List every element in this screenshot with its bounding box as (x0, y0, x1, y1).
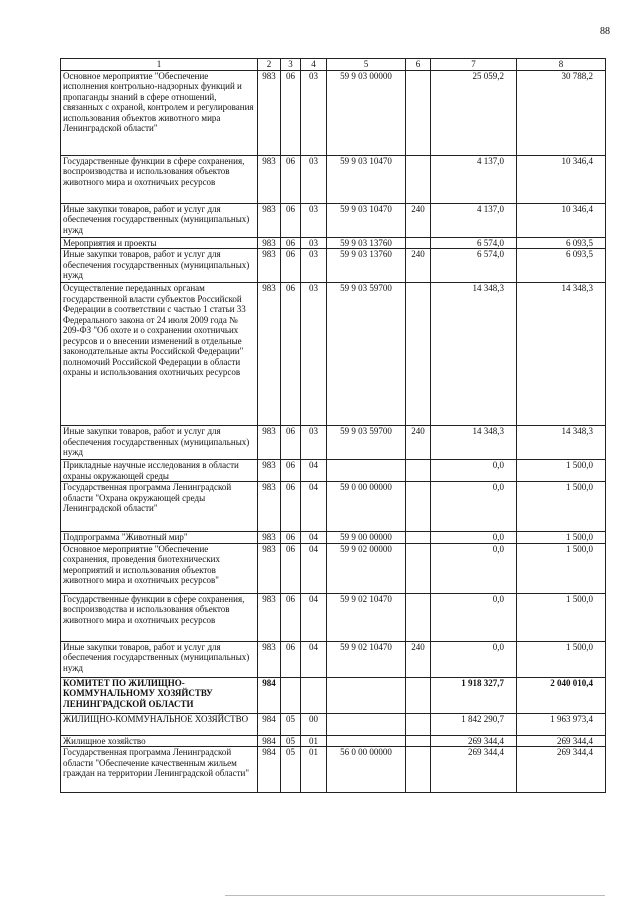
row-target-article: 56 0 00 00000 (327, 747, 406, 793)
row-expense-type (406, 460, 431, 482)
table-row (61, 482, 606, 532)
row-amount-year-2: 1 500,0 (517, 543, 606, 593)
row-expense-type (406, 713, 431, 735)
row-amount-year-2: 6 093,5 (517, 237, 606, 249)
row-expense-type (406, 237, 431, 249)
header-col-2: 2 (258, 59, 281, 71)
row-subsection: 04 (301, 641, 327, 677)
row-amount-year-2: 14 348,3 (517, 283, 606, 426)
row-amount-year-2: 1 500,0 (517, 482, 606, 532)
table-row (61, 543, 606, 593)
row-amount-year-2: 269 344,4 (517, 735, 606, 747)
row-ministry-code: 984 (258, 677, 281, 713)
row-subsection: 03 (301, 155, 327, 203)
row-expense-type (406, 677, 431, 713)
header-col-3: 3 (281, 59, 301, 71)
row-amount-year-1: 4 137,0 (431, 203, 517, 237)
row-target-article: 59 9 02 10470 (327, 641, 406, 677)
row-target-article (327, 713, 406, 735)
bottom-edge-line (225, 895, 605, 896)
row-subsection: 03 (301, 249, 327, 283)
table-row (61, 155, 606, 203)
row-subsection: 04 (301, 460, 327, 482)
row-amount-year-1: 25 059,2 (431, 70, 517, 155)
row-amount-year-1: 6 574,0 (431, 249, 517, 283)
row-ministry-code: 984 (258, 747, 281, 793)
row-amount-year-2: 10 346,4 (517, 155, 606, 203)
row-amount-year-2: 269 344,4 (517, 747, 606, 793)
row-description: Иные закупки товаров, работ и услуг для обеспечения государственных (муниципальных) нужд (61, 203, 258, 237)
row-subsection: 00 (301, 713, 327, 735)
row-expense-type (406, 543, 431, 593)
row-ministry-code: 983 (258, 155, 281, 203)
row-section: 05 (281, 713, 301, 735)
row-section: 06 (281, 532, 301, 544)
row-subsection: 01 (301, 747, 327, 793)
row-ministry-code: 983 (258, 70, 281, 155)
row-subsection: 04 (301, 593, 327, 641)
row-description: Государственные функции в сфере сохранения, воспроизводства и использования объектов животного мира и охотничьих ресурсов (61, 155, 258, 203)
row-expense-type (406, 593, 431, 641)
row-expense-type (406, 532, 431, 544)
table-row (61, 735, 606, 747)
row-description: Осуществление переданных органам государственной власти субъектов Российской Федерации в соответствии с частью 1 статьи 33 Федерального закона от 24 июля 2009 года № 209-ФЗ "Об охоте и о сохранении охотничьих ресурсов и о внесении изменений в отдельные законодательные акты Российской Федерации" полномочий Российской Федерации в области охраны и использования охотничьих ресурсов (61, 283, 258, 426)
row-section: 06 (281, 203, 301, 237)
row-target-article: 59 9 02 00000 (327, 543, 406, 593)
row-amount-year-2: 1 500,0 (517, 532, 606, 544)
row-amount-year-1: 14 348,3 (431, 426, 517, 460)
row-description: Иные закупки товаров, работ и услуг для обеспечения государственных (муниципальных) нужд (61, 249, 258, 283)
row-expense-type (406, 747, 431, 793)
row-amount-year-1: 0,0 (431, 593, 517, 641)
header-col-1: 1 (61, 59, 258, 71)
row-expense-type (406, 70, 431, 155)
row-section: 06 (281, 460, 301, 482)
table-row (61, 593, 606, 641)
row-description: ЖИЛИЩНО-КОММУНАЛЬНОЕ ХОЗЯЙСТВО (61, 713, 258, 735)
row-section: 06 (281, 155, 301, 203)
row-amount-year-1: 1 918 327,7 (431, 677, 517, 713)
row-amount-year-2: 2 040 010,4 (517, 677, 606, 713)
row-subsection: 01 (301, 735, 327, 747)
row-amount-year-2: 30 788,2 (517, 70, 606, 155)
row-subsection: 04 (301, 482, 327, 532)
table-row (61, 677, 606, 713)
table-row (61, 237, 606, 249)
row-section (281, 677, 301, 713)
row-description: КОМИТЕТ ПО ЖИЛИЩНО-КОММУНАЛЬНОМУ ХОЗЯЙСТВУ ЛЕНИНГРАДСКОЙ ОБЛАСТИ (61, 677, 258, 713)
table-row (61, 747, 606, 793)
row-expense-type (406, 155, 431, 203)
row-ministry-code: 983 (258, 641, 281, 677)
row-ministry-code: 984 (258, 713, 281, 735)
row-expense-type (406, 283, 431, 426)
row-subsection: 03 (301, 70, 327, 155)
row-amount-year-2: 14 348,3 (517, 426, 606, 460)
row-ministry-code: 983 (258, 237, 281, 249)
row-ministry-code: 983 (258, 532, 281, 544)
row-description: Иные закупки товаров, работ и услуг для обеспечения государственных (муниципальных) нужд (61, 641, 258, 677)
table-row (61, 713, 606, 735)
row-subsection (301, 677, 327, 713)
header-row (61, 59, 606, 71)
row-section: 06 (281, 237, 301, 249)
row-description: Иные закупки товаров, работ и услуг для обеспечения государственных (муниципальных) нужд (61, 426, 258, 460)
row-amount-year-2: 1 963 973,4 (517, 713, 606, 735)
row-section: 05 (281, 747, 301, 793)
row-target-article: 59 0 00 00000 (327, 482, 406, 532)
table-row (61, 641, 606, 677)
row-section: 06 (281, 70, 301, 155)
row-description: Жилищное хозяйство (61, 735, 258, 747)
row-expense-type: 240 (406, 249, 431, 283)
row-section: 06 (281, 249, 301, 283)
row-target-article: 59 9 03 13760 (327, 237, 406, 249)
row-ministry-code: 983 (258, 460, 281, 482)
row-description: Основное мероприятие "Обеспечение исполнения контрольно-надзорных функций и пропаганды знаний в сфере отношений, связанных с охраной, контролем и регулирования использования объектов животного мира Ленинградской области" (61, 70, 258, 155)
table-row (61, 426, 606, 460)
row-target-article (327, 460, 406, 482)
row-ministry-code: 984 (258, 735, 281, 747)
row-amount-year-1: 269 344,4 (431, 735, 517, 747)
row-description: Подпрограмма "Животный мир" (61, 532, 258, 544)
row-target-article (327, 735, 406, 747)
row-ministry-code: 983 (258, 593, 281, 641)
row-target-article: 59 9 03 59700 (327, 283, 406, 426)
row-section: 06 (281, 641, 301, 677)
row-amount-year-1: 0,0 (431, 532, 517, 544)
row-target-article: 59 9 03 13760 (327, 249, 406, 283)
row-ministry-code: 983 (258, 543, 281, 593)
row-target-article (327, 677, 406, 713)
table-row (61, 203, 606, 237)
row-target-article: 59 9 00 00000 (327, 532, 406, 544)
row-amount-year-2: 10 346,4 (517, 203, 606, 237)
row-amount-year-1: 1 842 290,7 (431, 713, 517, 735)
row-amount-year-1: 14 348,3 (431, 283, 517, 426)
row-amount-year-1: 6 574,0 (431, 237, 517, 249)
row-amount-year-1: 0,0 (431, 543, 517, 593)
row-ministry-code: 983 (258, 482, 281, 532)
row-description: Государственные функции в сфере сохранения, воспроизводства и использования объектов животного мира и охотничьих ресурсов (61, 593, 258, 641)
row-subsection: 03 (301, 283, 327, 426)
row-amount-year-1: 269 344,4 (431, 747, 517, 793)
row-ministry-code: 983 (258, 283, 281, 426)
row-description: Основное мероприятие "Обеспечение сохранения, проведения биотехнических мероприятий и использования объектов животного мира и охотничьих ресурсов" (61, 543, 258, 593)
row-expense-type: 240 (406, 203, 431, 237)
row-target-article: 59 9 03 10470 (327, 155, 406, 203)
row-subsection: 04 (301, 532, 327, 544)
header-col-7: 7 (431, 59, 517, 71)
row-section: 06 (281, 426, 301, 460)
header-col-5: 5 (327, 59, 406, 71)
row-amount-year-2: 1 500,0 (517, 641, 606, 677)
page-number: 88 (600, 26, 610, 37)
row-amount-year-1: 0,0 (431, 641, 517, 677)
table-row (61, 70, 606, 155)
row-expense-type: 240 (406, 426, 431, 460)
header-col-4: 4 (301, 59, 327, 71)
table-row (61, 532, 606, 544)
table-row (61, 283, 606, 426)
row-amount-year-2: 6 093,5 (517, 249, 606, 283)
row-description: Мероприятия и проекты (61, 237, 258, 249)
row-description: Государственная программа Ленинградской области "Охрана окружающей среды Ленинградской области" (61, 482, 258, 532)
row-section: 05 (281, 735, 301, 747)
row-target-article: 59 9 03 59700 (327, 426, 406, 460)
row-amount-year-1: 4 137,0 (431, 155, 517, 203)
row-amount-year-1: 0,0 (431, 482, 517, 532)
row-subsection: 03 (301, 426, 327, 460)
header-col-6: 6 (406, 59, 431, 71)
row-subsection: 04 (301, 543, 327, 593)
row-target-article: 59 9 03 10470 (327, 203, 406, 237)
row-expense-type (406, 482, 431, 532)
row-section: 06 (281, 593, 301, 641)
row-amount-year-2: 1 500,0 (517, 460, 606, 482)
row-subsection: 03 (301, 203, 327, 237)
row-section: 06 (281, 543, 301, 593)
row-expense-type: 240 (406, 641, 431, 677)
row-subsection: 03 (301, 237, 327, 249)
row-section: 06 (281, 482, 301, 532)
row-section: 06 (281, 283, 301, 426)
header-col-8: 8 (517, 59, 606, 71)
row-ministry-code: 983 (258, 249, 281, 283)
table-row (61, 249, 606, 283)
row-expense-type (406, 735, 431, 747)
budget-table (60, 58, 606, 793)
row-target-article: 59 9 03 00000 (327, 70, 406, 155)
row-target-article: 59 9 02 10470 (327, 593, 406, 641)
row-ministry-code: 983 (258, 426, 281, 460)
row-description: Прикладные научные исследования в области охраны окружающей среды (61, 460, 258, 482)
table-row (61, 460, 606, 482)
row-amount-year-2: 1 500,0 (517, 593, 606, 641)
row-description: Государственная программа Ленинградской области "Обеспечение качественным жильем граждан на территории Ленинградской области" (61, 747, 258, 793)
row-ministry-code: 983 (258, 203, 281, 237)
row-amount-year-1: 0,0 (431, 460, 517, 482)
